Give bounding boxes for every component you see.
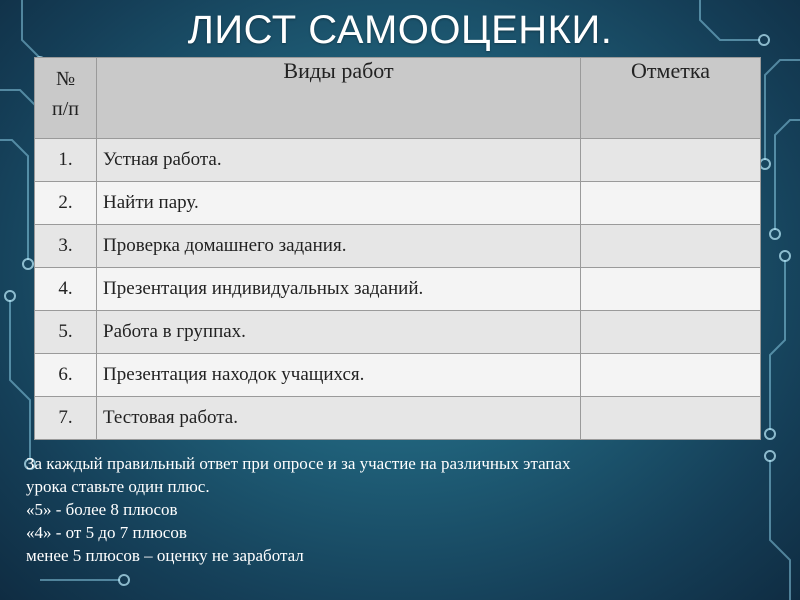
row-work: Проверка домашнего задания. [97, 225, 581, 268]
row-number: 6. [35, 354, 97, 397]
row-mark-cell[interactable] [581, 397, 761, 440]
row-number: 2. [35, 182, 97, 225]
self-assessment-table [34, 57, 761, 440]
row-number: 1. [35, 139, 97, 182]
table-row [35, 268, 761, 311]
row-work: Презентация индивидуальных заданий. [97, 268, 581, 311]
table-header-row [35, 58, 761, 139]
row-work: Тестовая работа. [97, 397, 581, 440]
table-row [35, 311, 761, 354]
row-work: Работа в группах. [97, 311, 581, 354]
row-mark-cell[interactable] [581, 225, 761, 268]
note-line: менее 5 плюсов – оценку не заработал [26, 546, 304, 565]
row-number: 7. [35, 397, 97, 440]
header-mark: Отметка [581, 58, 761, 139]
note-line: «5» - более 8 плюсов [26, 500, 178, 519]
page-title: ЛИСТ САМООЦЕНКИ. [187, 8, 613, 52]
header-work-types: Виды работ [97, 58, 581, 139]
row-mark-cell[interactable] [581, 268, 761, 311]
note-line: За каждый правильный ответ при опросе и за участие на различных этапах [26, 454, 571, 473]
note-line: урока ставьте один плюс. [26, 477, 210, 496]
row-number: 5. [35, 311, 97, 354]
table-row [35, 397, 761, 440]
table-row [35, 139, 761, 182]
row-number: 3. [35, 225, 97, 268]
row-mark-cell[interactable] [581, 311, 761, 354]
table-row [35, 225, 761, 268]
header-number-symbol: № [55, 68, 76, 90]
row-mark-cell[interactable] [581, 139, 761, 182]
row-work: Найти пару. [97, 182, 581, 225]
row-number: 4. [35, 268, 97, 311]
header-number [35, 58, 97, 139]
row-mark-cell[interactable] [581, 354, 761, 397]
note-line: «4» - от 5 до 7 плюсов [26, 523, 187, 542]
table-row [35, 354, 761, 397]
grading-notes [26, 452, 766, 567]
row-work: Устная работа. [97, 139, 581, 182]
table-row [35, 182, 761, 225]
row-work: Презентация находок учащихся. [97, 354, 581, 397]
header-number-label: п/п [52, 98, 79, 120]
row-mark-cell[interactable] [581, 182, 761, 225]
